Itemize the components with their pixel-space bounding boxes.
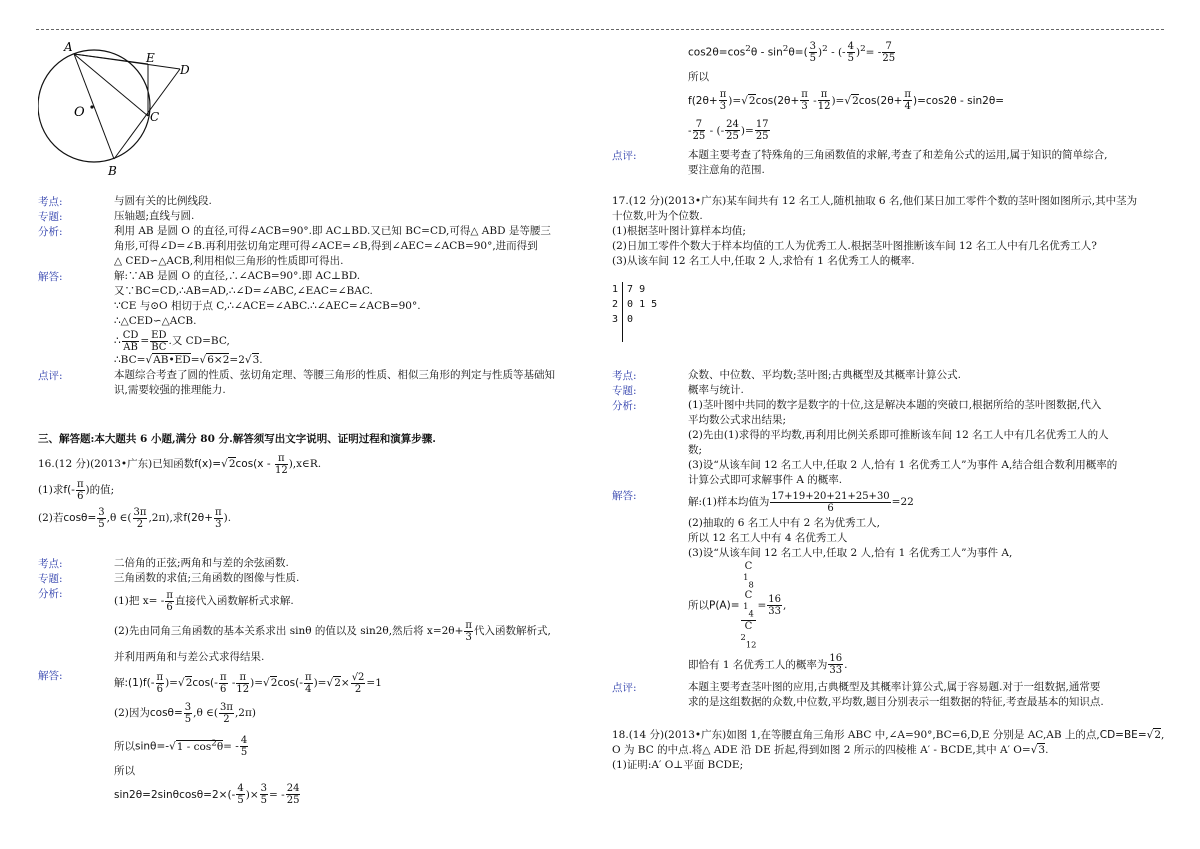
q16-dianping-line: 要注意角的范围. (688, 164, 765, 176)
label-kaodian: 考点: (38, 196, 63, 208)
q18-line-3: (1)证明:A′ O⊥平面 BCDE; (612, 759, 744, 771)
result-line: - $\frac{7}{25}$ - (- $\frac{24}{25}$ )= $\frac{17}{25}$ (688, 119, 769, 142)
f-2theta-line: f(2θ+ $\frac{\pi}{3}$ )=√2cos(2θ+ $\frac{\pi}{3}$ - $\frac{\pi}{12}$ )=√2cos(2θ+ $\frac{\pi}{4}$ )=cos2θ - sin2θ= (688, 89, 1005, 112)
q17-dianping-line: 求的是这组数据的众数,中位数,平均数,题目分别表示一组数据的特征,考查最基本的知识点. (688, 695, 1104, 708)
q17-fenxi-line: 平均数公式求出结果; (688, 414, 787, 426)
q16-stem: 16.(12 分)(2013•广东)已知函数f(x)=√2cos(x - $\frac{\pi}{12}$ ),x∈R. (38, 452, 322, 476)
q15-jieda-line: 解:∵AB 是圆 O 的直径,∴∠ACB=90°.即 AC⊥BD. (114, 270, 361, 282)
top-dashed-rule (36, 29, 1164, 30)
q16-dianping-line: 本题主要考查了特殊角的三角函数值的求解,考查了和差角公式的运用,属于知识的简单综合, (688, 149, 1108, 161)
q16-fenxi-2: (2)先由同角三角函数的基本关系求出 sinθ 的值以及 sin2θ,然后将 x=2θ+ $\frac{\pi}{3}$ 代入函数解析式, (114, 619, 551, 643)
label-dianping: 点评: (612, 681, 637, 694)
q15-zhuanti: 压轴题;直线与圆. (114, 210, 195, 222)
q17-fenxi-line: (1)茎叶图中共同的数字是数字的十位,这是解决本题的突破口,根据所给的茎叶图数据,代入 (688, 399, 1102, 411)
q17-jieda-2: (2)抽取的 6 名工人中有 2 名为优秀工人, (688, 517, 880, 529)
q17-line: (2)日加工零件个数大于样本均值的工人为优秀工人.根据茎叶图推断该车间 12 名工人中有几名优秀工人? (612, 240, 1097, 252)
label-dianping: 点评: (612, 150, 637, 162)
q17-dianping-line: 本题主要考查茎叶图的应用,古典概型及其概率计算公式,属于容易题.对于一组数据,通常要 (688, 680, 1101, 693)
stem-row (608, 327, 661, 342)
q15-fenxi-line: △ CED∽△ACB,利用相似三角形的性质即可得出. (114, 255, 344, 267)
q17-kaodian: 众数、中位数、平均数;茎叶图;古典概型及其概率计算公式. (688, 369, 961, 381)
q16-jieda-2: (2)因为cosθ= $\frac{3}{5}$ ,θ ∈( $\frac{3\pi}{2}$ ,2π) (114, 701, 256, 725)
label-zhuanti: 专题: (612, 385, 637, 397)
q16-solution (38, 556, 590, 810)
q17-jieda-4: (3)设“从该车间 12 名工人中,任取 2 人,恰有 1 名优秀工人”为事件 A, (688, 547, 1013, 559)
stem-row: 2 0 1 5 (608, 297, 661, 312)
q16-jieda-5: sin2θ=2sinθcosθ=2×(- $\frac{4}{5}$ )× $\frac{3}{5}$ = - $\frac{24}{25}$ (114, 783, 300, 806)
cos2theta-line: $\cos 2\theta=\cos^2\theta - \sin^2\theta=$( $\frac{3}{5}$ )$^2$ - (- $\frac{4}{5}$ )$^2$= - $\frac{7}{25}$ (688, 41, 896, 64)
q17-jieda-6: 即恰有 1 名优秀工人的概率为 $\frac{16}{33}$ . (688, 653, 848, 677)
q15-dianping-line: 识,需要较强的推理能力. (114, 384, 226, 396)
q17-line: (1)根据茎叶图计算样本均值; (612, 225, 746, 237)
label-o: O (74, 105, 85, 120)
q15-bc: ∴BC=√AB•ED=√6×2=2√3. (114, 354, 263, 366)
label-jieda: 解答: (612, 490, 637, 502)
q18-line-1: 18.(14 分)(2013•广东)如图 1,在等腰直角三角形 ABC 中,∠A=90°,BC=6,D,E 分别是 AC,AB 上的点,CD=BE=√2, (612, 729, 1165, 741)
q18 (612, 728, 1168, 773)
q16-jieda-3: 所以$\sin\theta=-√1 - \cos^2\theta=$ - $\frac{4}{5}$ (114, 735, 248, 758)
q17-line: 十位数,叶为个位数. (612, 210, 703, 222)
q15-dianping-line: 本题综合考查了圆的性质、弦切角定理、等腰三角形的性质、相似三角形的判定与性质等基础知 (114, 369, 555, 381)
sqrt2-frac: √2 (351, 671, 365, 683)
q16 (38, 452, 590, 532)
q16-kaodian: 二倍角的正弦;两角和与差的余弦函数. (114, 557, 289, 569)
q16-continued (688, 34, 1168, 146)
q16-fenxi-3: 并利用两角和与差公式求得结果. (114, 651, 265, 663)
suoyi-line: 所以 (688, 70, 709, 83)
q17-line: 17.(12 分)(2013•广东)某车间共有 12 名工人,随机抽取 6 名,他们某日加工零件个数的茎叶图如图所示,其中茎为 (612, 195, 1138, 207)
q16-dianping (612, 148, 1168, 178)
q15-jieda-line: ∴△CED∽△ACB. (114, 315, 197, 327)
label-jieda: 解答: (38, 670, 63, 682)
label-fenxi: 分析: (612, 400, 637, 412)
q16-jieda-1: 解:(1)f(- $\frac{\pi}{6}$ )=√2cos(- $\frac{\pi}{6}$ - $\frac{\pi}{12}$ )=√2cos(- $\frac{\pi}{4}$ )=√2× $\frac{√2}{2}$ =1 (114, 671, 382, 695)
label-dianping: 点评: (38, 370, 63, 382)
q15-ratio: ∴ $\frac{CD}{AB}$ = $\frac{ED}{BC}$ .又 CD=BC, (114, 329, 230, 353)
section-3-heading: 三、解答题:本大题共 6 小题,满分 80 分.解答须写出文字说明、证明过程和演算步骤. (38, 433, 436, 445)
label-a: A (64, 40, 73, 54)
label-zhuanti: 专题: (38, 211, 63, 223)
label-d: D (180, 63, 190, 77)
q16-part1: (1)求f(- $\frac{\pi}{6}$ )的值; (38, 478, 115, 502)
q16-part2: (2)若cosθ= $\frac{3}{5}$ ,θ ∈( $\frac{3\pi}{2}$ ,2π),求f(2θ+ $\frac{\pi}{3}$ ). (38, 506, 232, 530)
label-e: E (146, 51, 155, 65)
q15-jieda-line: ∵CE 与⊙O 相切于点 C,∴∠ACE=∠ABC.∴∠AEC=∠ACB=90°. (114, 300, 421, 312)
label-b: B (108, 164, 117, 178)
stem-row: 3 0 (608, 312, 661, 327)
q16-jieda-4: 所以 (114, 764, 135, 777)
q18-line-2: O 为 BC 的中点.将△ ADE 沿 DE 折起,得到如图 2 所示的四棱椎 A′ - BCDE,其中 A′ O=√3. (612, 744, 1049, 756)
q17-fenxi-line: 计算公式即可求解事件 A 的概率. (688, 474, 843, 486)
q15-jieda-line: 又∵BC=CD,∴AB=AD,∴∠D=∠ABC,∠EAC=∠BAC. (114, 285, 373, 297)
q15-solution (38, 194, 590, 398)
label-zhuanti: 专题: (38, 573, 63, 585)
label-fenxi: 分析: (38, 588, 63, 600)
label-fenxi: 分析: (38, 226, 63, 238)
label-kaodian: 考点: (612, 370, 637, 382)
q15-fenxi-line: 利用 AB 是圆 O 的直径,可得∠ACB=90°.即 AC⊥BD.又已知 BC=CD,可得△ ABD 是等腰三 (114, 225, 551, 237)
label-jieda: 解答: (38, 271, 63, 283)
q17-solution (612, 368, 1168, 710)
stem-row: 1 7 9 (608, 282, 661, 297)
label-c: C (150, 110, 160, 124)
q17-jieda-5: 所以P(A)= C $^1_8$ C $^1_4$ C $^2_{12}$ = $\frac{16}{33}$ , (688, 561, 787, 649)
q17-stem (612, 194, 1168, 269)
q17-fenxi-line: (2)先由(1)求得的平均数,再利用比例关系即可推断该车间 12 名工人中有几名优秀工人的人 (688, 429, 1109, 441)
q15-fenxi-line: 角形,可得∠D=∠B.再利用弦切角定理可得∠ACE=∠B,得到∠AEC=∠ACB=90°,进而得到 (114, 240, 538, 252)
q17-zhuanti: 概率与统计. (688, 384, 744, 396)
q17-fenxi-line: (3)设“从该车间 12 名工人中,任取 2 人,恰有 1 名优秀工人”为事件 A,结合组合数利用概率的 (688, 459, 1118, 471)
q17-fenxi-line: 数; (688, 444, 703, 456)
q15-kaodian: 与圆有关的比例线段. (114, 195, 212, 207)
label-kaodian: 考点: (38, 558, 63, 570)
circle-diagram (38, 34, 208, 179)
q17-jieda-3: 所以 12 名工人中有 4 名优秀工人 (688, 532, 848, 544)
q17-jieda-1: 解:(1)样本均值为 $\frac{17+19+20+21+25+30}{6}$ =22 (688, 490, 914, 514)
q17-line: (3)从该车间 12 名工人中,任取 2 人,求恰有 1 名优秀工人的概率. (612, 255, 915, 267)
q16-fenxi-1: (1)把 x= - $\frac{\pi}{6}$ 直接代入函数解析式求解. (114, 589, 294, 613)
stem-leaf-plot (608, 282, 661, 342)
q16-zhuanti: 三角函数的求值;三角函数的图像与性质. (114, 572, 300, 584)
